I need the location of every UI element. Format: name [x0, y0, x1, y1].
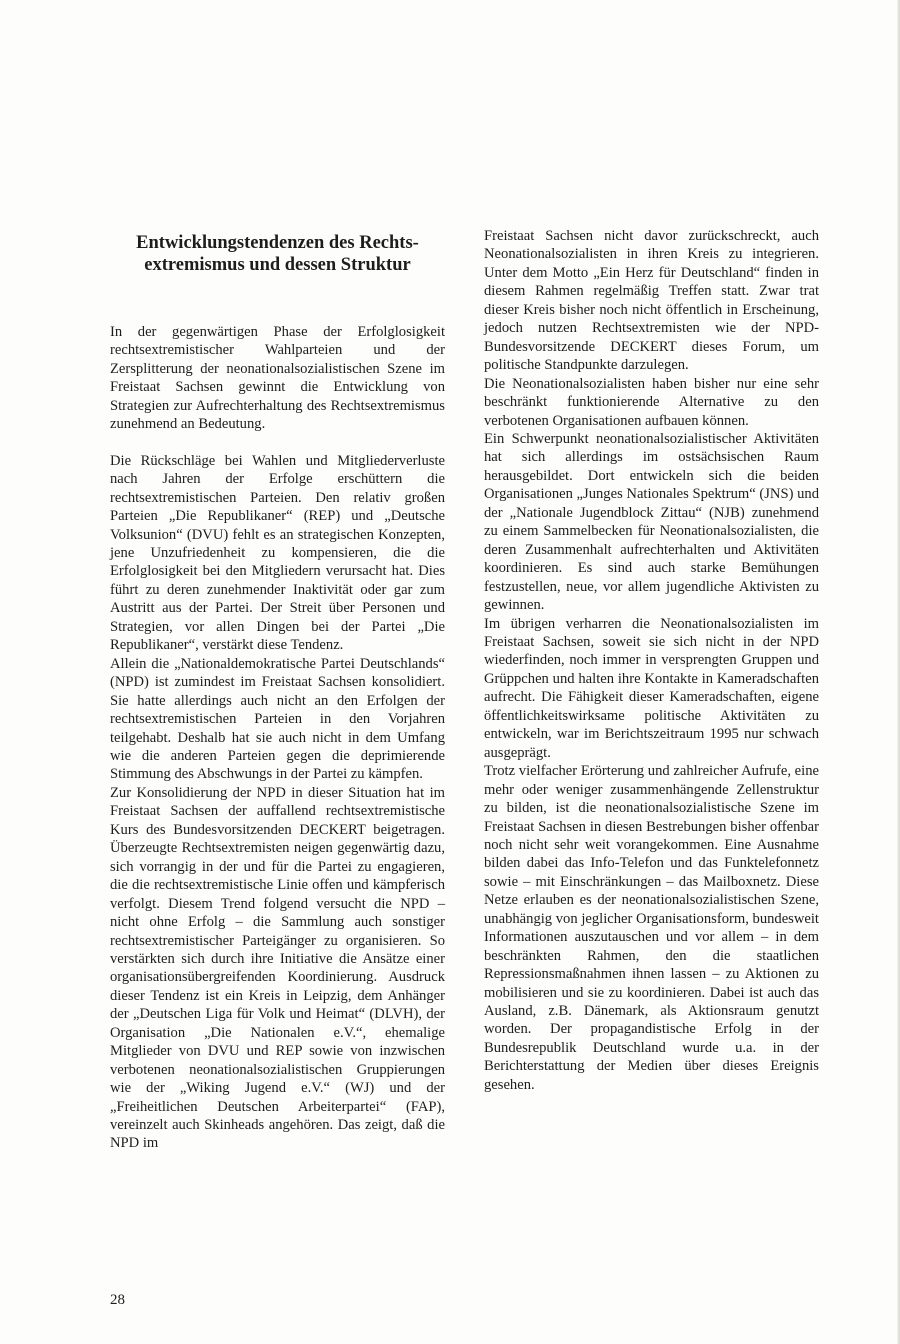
right-paragraph-4: Im übrigen verharren die Neonationalsozialisten im Freistaat Sachsen, soweit sie sich nicht in der NPD wiederfinden, noch immer in versprengten Gruppen und Grüppchen und halten ihre Kontakte in Kameradschaften aufrecht. Die Fähigkeit dieser Kameradschaften, eigene öffentlichkeitswirksame politische Aktivitäten zu entwickeln, war im Berichtszeitraum 1995 nur schwach ausgeprägt.: [484, 615, 819, 761]
left-paragraph-3: Allein die „Nationaldemokratische Partei Deutschlands“ (NPD) ist zumindest im Freistaat Sachsen konsolidiert. Sie hatte allerdings auch nicht an den Erfolgen der rechtsextremistischen Parteien in den Vorjahren teilgehabt. Deshalb hat sie auch nicht in dem Umfang wie die anderen Parteien gegen die deprimierende Stimmung des Abschwungs in der Partei zu kämpfen.: [110, 655, 445, 783]
right-paragraph-5: Trotz vielfacher Erörterung und zahlreicher Aufrufe, eine mehr oder weniger zusammenhängende Zellenstruktur zu bilden, ist die neonationalsozialistische Szene im Freistaat Sachsen in diesen Bestrebungen bisher offenbar noch nicht sehr weit vorangekommen. Eine Ausnahme bilden dabei das Info-Telefon und das Funktelefonnetz sowie – mit Einschränkungen – das Mailboxnetz. Diese Netze erlauben es der neonationalsozialistischen Szene, unabhängig von jeglicher Organisationsform, bundesweit Informationen auszutauschen und vor allem – in dem beschränkten Rahmen, den die staatlichen Repressionsmaßnahmen ihnen lassen – zu Aktionen zu mobilisieren und sie zu koordinieren. Dabei ist auch das Ausland, z.B. Dänemark, als Aktionsraum genutzt worden. Der propagandistische Erfolg in der Bundesrepublik Deutschland wurde u.a. in der Berichterstattung der Medien über dieses Ereignis gesehen.: [484, 763, 819, 1093]
page-number: 28: [110, 1292, 125, 1308]
left-paragraph-4: Zur Konsolidierung der NPD in dieser Situation hat im Freistaat Sachsen der auffallend rechtsextremistische Kurs des Bundesvorsitzenden DECKERT beigetragen. Überzeugte Rechtsextremisten neigen gegenwärtig dazu, sich vorrangig in der und für die Partei zu engagieren, die die rechtsextremistische Linie offen und kämpferisch verfolgt. Diesem Trend folgend versucht die NPD – nicht ohne Erfolg – die Sammlung auch sonstiger rechtsextremistischer Parteigänger zu organisieren. So verstärkten sich durch ihre Initiative die Ansätze einer organisationsübergreifenden Koordinierung. Ausdruck dieser Tendenz ist ein Kreis in Leipzig, dem Anhänger der „Deutschen Liga für Volk und Heimat“ (DLVH), der Organisation „Die Nationalen e.V.“, ehemalige Mitglieder von DVU und REP sowie von inzwischen verbotenen neonationalsozialistischen Gruppierungen wie der „Wiking Jugend e.V.“ (WJ) und der „Freiheitlichen Deutschen Arbeiterpartei“ (FAP), vereinzelt auch Skinheads angehören. Das zeigt, daß die NPD im: [110, 784, 445, 1152]
section-heading-line-1: Entwicklungstendenzen des Rechts-: [136, 233, 419, 253]
left-column: [110, 232, 445, 1153]
left-paragraph-2: Die Rückschläge bei Wahlen und Mitgliederverluste nach Jahren der Erfolge erschüttern die rechtsextremistischen Parteien. Den relativ großen Parteien „Die Republikaner“ (REP) und „Deutsche Volksunion“ (DVU) fehlt es an strategischen Konzepten, jene Unzufriedenheit zu kompensieren, die die Erfolglosigkeit bei den Mitgliedern verursacht hat. Dies führt zu deren zunehmender Inaktivität oder gar zum Austritt aus der Partei. Der Streit über Personen und Strategien, vor allen Dingen bei der Partei „Die Republikaner“, verstärkt diese Tendenz.: [110, 452, 445, 654]
right-paragraph-3: Ein Schwerpunkt neonationalsozialistischer Aktivitäten hat sich allerdings im ostsächsischen Raum herausgebildet. Dort entwickeln sich die beiden Organisationen „Junges Nationales Spektrum“ (JNS) und der „Nationale Jugendblock Zittau“ (NJB) zunehmend zu einem Sammelbecken für Neonationalsozialisten, die deren Zusammenhalt aufrechterhalten und Aktivitäten koordinieren. Es sind auch starke Bemühungen festzustellen, neue, vor allem jugendliche Aktivisten zu gewinnen.: [484, 430, 819, 614]
right-paragraph-2: Die Neonationalsozialisten haben bisher nur eine sehr beschränkt funktionierende Alternative zu den verbotenen Organisationen aufbauen können.: [484, 375, 819, 429]
left-paragraph-1: In der gegenwärtigen Phase der Erfolglosigkeit rechtsextremistischer Wahlparteien und der Zersplitterung der neonationalsozialistischen Szene im Freistaat Sachsen gewinnt die Entwicklung von Strategien zur Aufrechterhaltung des Rechtsextremismus zunehmend an Bedeutung.: [110, 324, 445, 433]
right-paragraph-1: Freistaat Sachsen nicht davor zurückschreckt, auch Neonationalsozialisten in ihren Kreis zu integrieren. Unter dem Motto „Ein Herz für Deutschland“ finden in diesem Rahmen regelmäßig Treffen statt. Zwar trat dieser Kreis bisher noch nicht öffentlich in Erscheinung, jedoch nutzen Rechtsextremisten wie der NPD-Bundesvorsitzende DECKERT dieses Forum, um politische Standpunkte darzulegen.: [484, 228, 819, 374]
section-heading: [110, 232, 445, 276]
right-column: [484, 227, 819, 1094]
section-heading-line-2: extremismus und dessen Struktur: [144, 255, 411, 275]
